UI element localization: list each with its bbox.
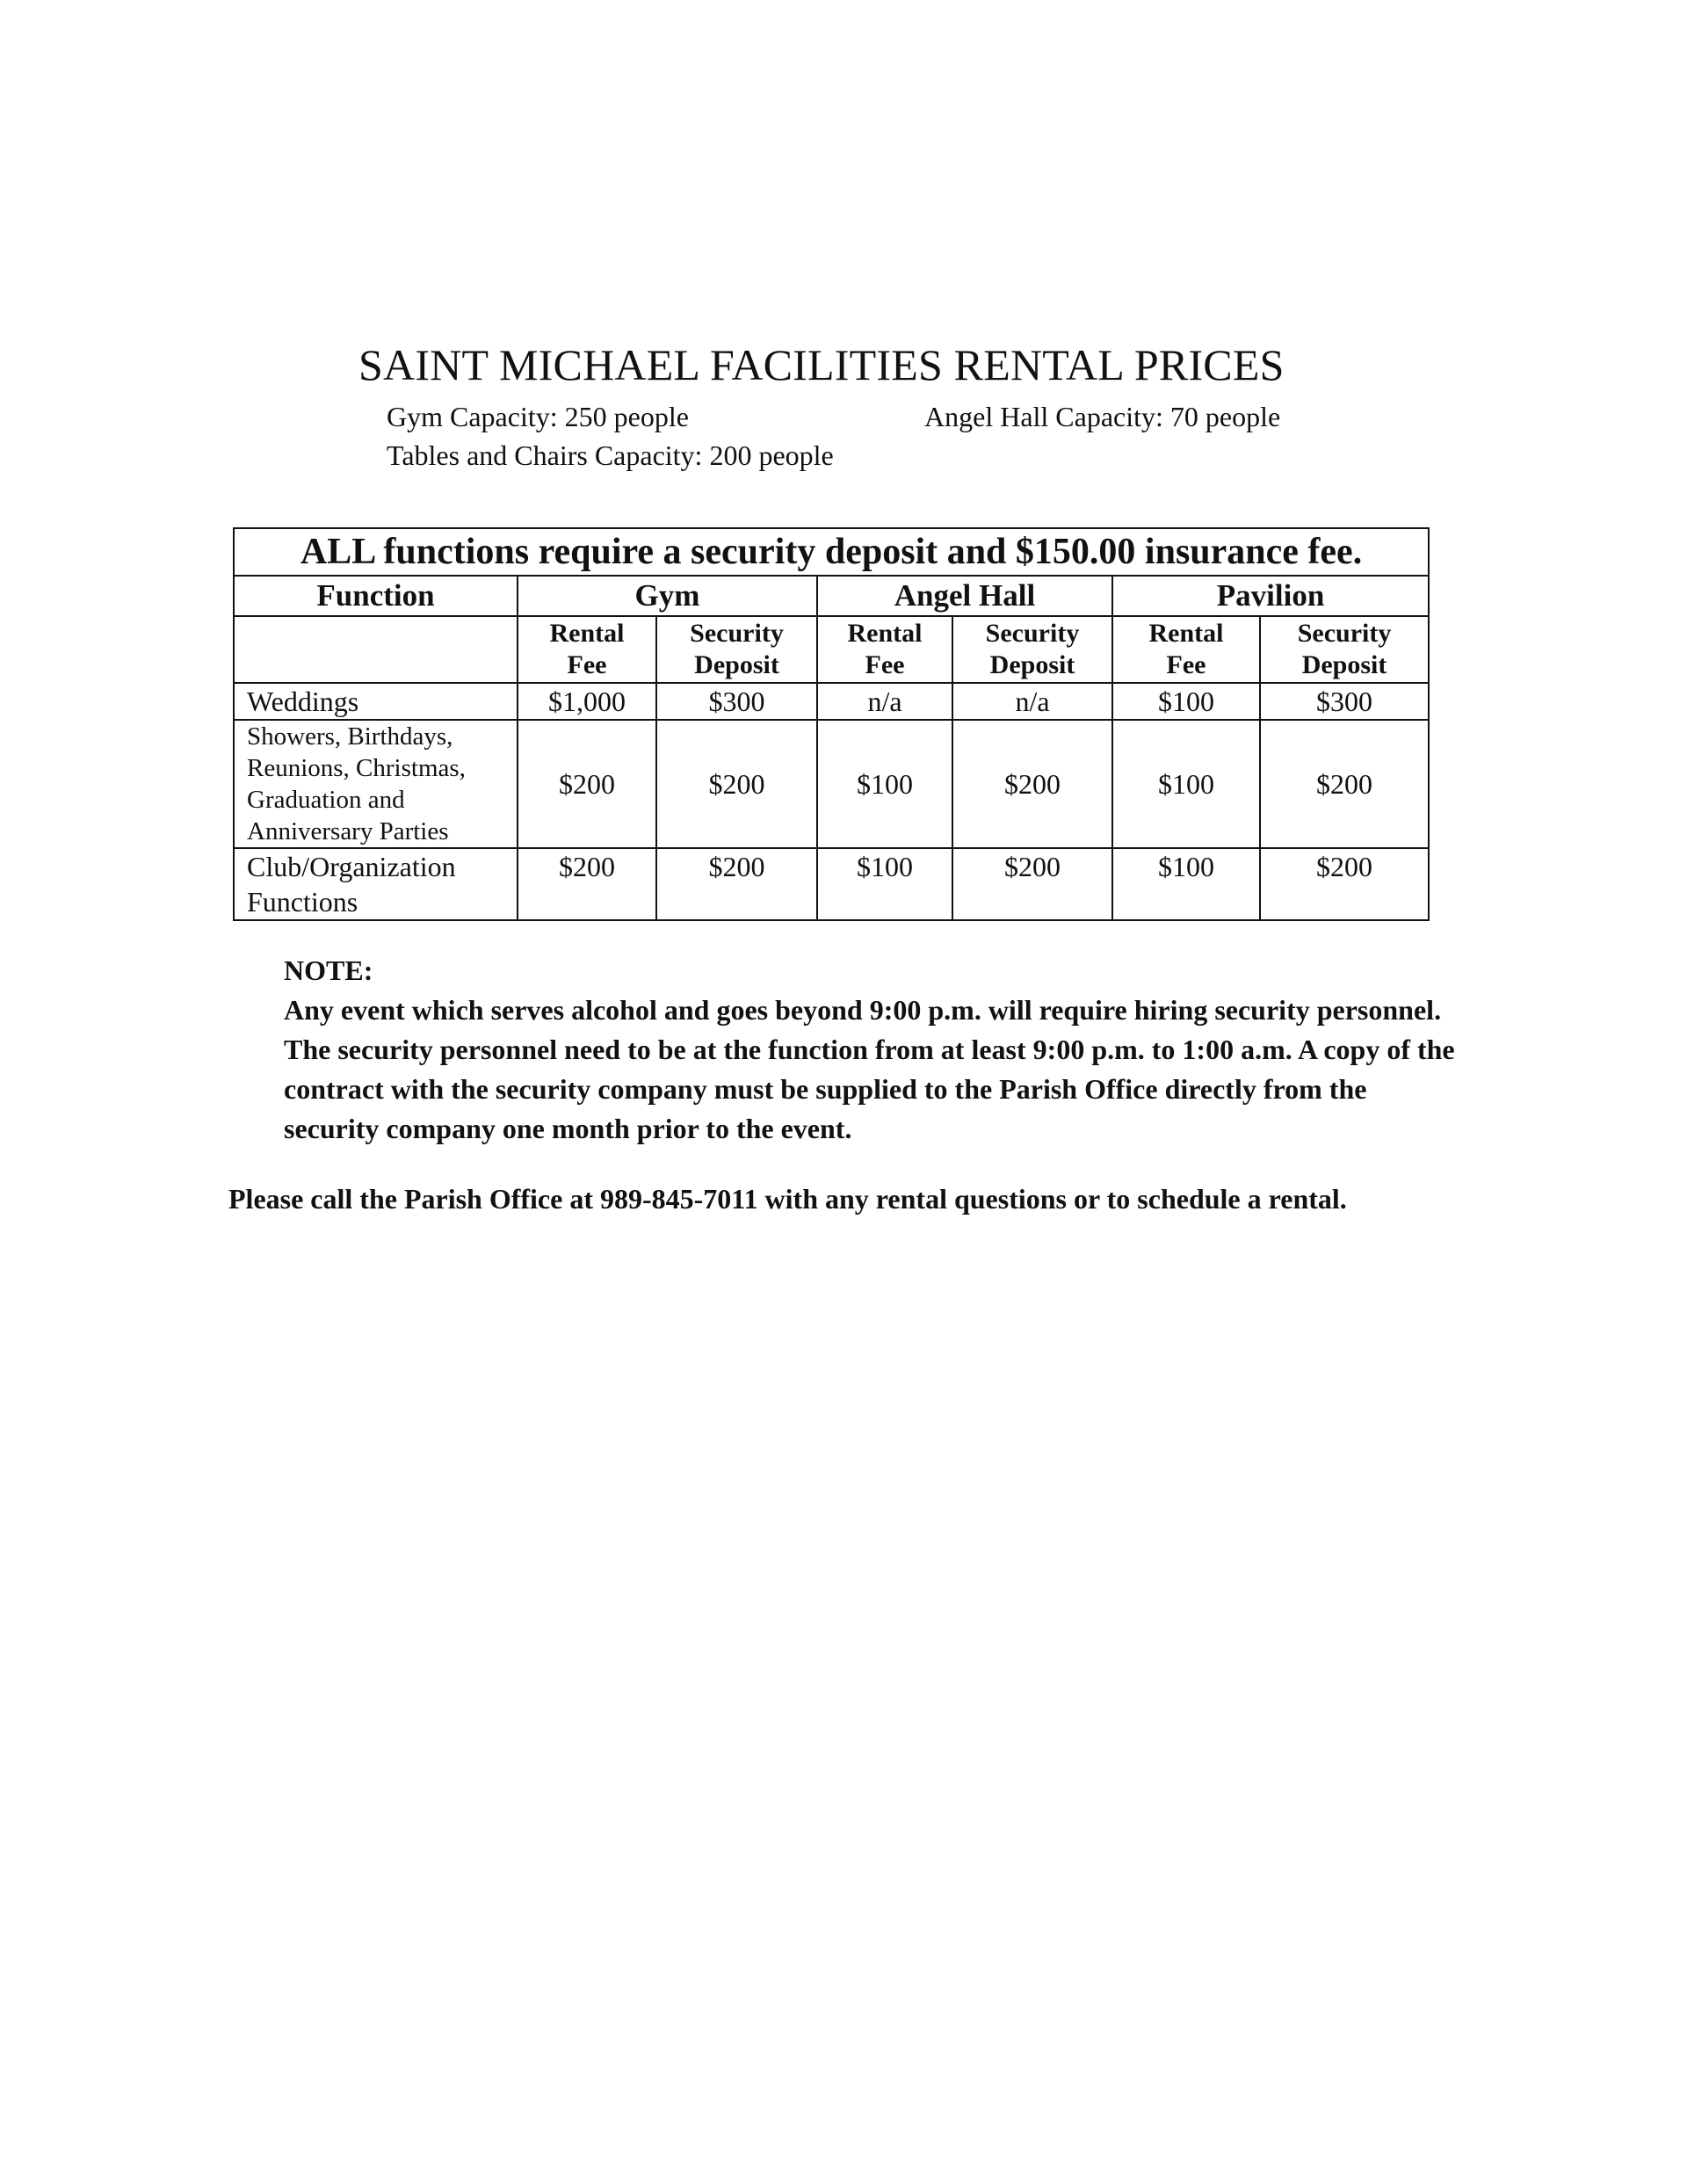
function-line: Graduation and bbox=[247, 786, 405, 814]
function-name: Weddings bbox=[234, 683, 518, 720]
angel-hall-security-deposit: n/a bbox=[952, 683, 1112, 720]
note-body: Any event which serves alcohol and goes beyond 9:00 p.m. will require hiring security personnel. The security personnel need to be at the function from at least 9:00 p.m. to 1:00 a.m. A copy of the contract with the security company must be supplied to the Parish Office directly from the security company one month prior to the event. bbox=[284, 994, 1455, 1144]
tables-chairs-capacity: Tables and Chairs Capacity: 200 people bbox=[387, 439, 834, 471]
gym-rental-fee: $200 bbox=[518, 848, 656, 920]
insurance-banner: ALL functions require a security deposit and $150.00 insurance fee. bbox=[234, 528, 1429, 576]
pavilion-rental-fee: $100 bbox=[1112, 848, 1260, 920]
pavilion-rental-fee: $100 bbox=[1112, 683, 1260, 720]
subheader-line: Rental bbox=[847, 619, 923, 648]
subheader-line: Deposit bbox=[694, 650, 779, 679]
gym-header: Gym bbox=[518, 576, 817, 616]
function-line: Functions bbox=[247, 886, 358, 918]
table-row-club-functions bbox=[234, 848, 1429, 920]
function-line: Anniversary Parties bbox=[247, 817, 449, 845]
gym-rental-fee: $200 bbox=[518, 720, 656, 848]
subheader-line: Fee bbox=[1166, 650, 1206, 679]
table-row-parties bbox=[234, 720, 1429, 848]
gym-security-deposit: $300 bbox=[656, 683, 817, 720]
subheader-line: Security bbox=[985, 619, 1080, 648]
pavilion-security-deposit: $300 bbox=[1260, 683, 1429, 720]
subheader-line: Security bbox=[1297, 619, 1392, 648]
angel-hall-security-deposit: $200 bbox=[952, 720, 1112, 848]
subheader-line: Rental bbox=[1148, 619, 1224, 648]
note-heading: NOTE: bbox=[284, 954, 373, 986]
angel-hall-capacity: Angel Hall Capacity: 70 people bbox=[924, 401, 1281, 432]
contact-instructions: Please call the Parish Office at 989-845-7011 with any rental questions or to schedule a rental. bbox=[228, 1183, 1347, 1215]
note-section bbox=[284, 951, 1461, 1149]
subheader-line: Fee bbox=[865, 650, 905, 679]
pavilion-header: Pavilion bbox=[1112, 576, 1429, 616]
pavilion-rental-fee: $100 bbox=[1112, 720, 1260, 848]
subheader-line: Fee bbox=[567, 650, 607, 679]
angel-hall-security-deposit-header bbox=[952, 616, 1112, 683]
table-banner-row bbox=[234, 528, 1429, 576]
angel-hall-rental-fee: n/a bbox=[817, 683, 952, 720]
function-line: Club/Organization bbox=[247, 851, 456, 882]
table-row-weddings bbox=[234, 683, 1429, 720]
pavilion-security-deposit: $200 bbox=[1260, 720, 1429, 848]
subheader-line: Rental bbox=[549, 619, 625, 648]
gym-security-deposit: $200 bbox=[656, 720, 817, 848]
gym-security-deposit: $200 bbox=[656, 848, 817, 920]
table-group-header-row bbox=[234, 576, 1429, 616]
pavilion-rental-fee-header bbox=[1112, 616, 1260, 683]
angel-hall-rental-fee: $100 bbox=[817, 720, 952, 848]
empty-subheader-cell bbox=[234, 616, 518, 683]
pavilion-security-deposit-header bbox=[1260, 616, 1429, 683]
angel-hall-security-deposit: $200 bbox=[952, 848, 1112, 920]
function-line: Showers, Birthdays, bbox=[247, 722, 453, 751]
gym-security-deposit-header bbox=[656, 616, 817, 683]
function-header: Function bbox=[234, 576, 518, 616]
gym-rental-fee-header bbox=[518, 616, 656, 683]
function-name bbox=[234, 720, 518, 848]
subheader-line: Deposit bbox=[1301, 650, 1387, 679]
angel-hall-rental-fee-header bbox=[817, 616, 952, 683]
angel-hall-header: Angel Hall bbox=[817, 576, 1112, 616]
rental-price-table bbox=[233, 527, 1430, 921]
function-line: Reunions, Christmas, bbox=[247, 754, 466, 782]
subheader-line: Deposit bbox=[989, 650, 1075, 679]
gym-rental-fee: $1,000 bbox=[518, 683, 656, 720]
function-name bbox=[234, 848, 518, 920]
table-subheader-row bbox=[234, 616, 1429, 683]
subheader-line: Security bbox=[690, 619, 784, 648]
angel-hall-rental-fee: $100 bbox=[817, 848, 952, 920]
document-title: SAINT MICHAEL FACILITIES RENTAL PRICES bbox=[358, 340, 1285, 389]
pavilion-security-deposit: $200 bbox=[1260, 848, 1429, 920]
gym-capacity: Gym Capacity: 250 people bbox=[387, 401, 689, 432]
